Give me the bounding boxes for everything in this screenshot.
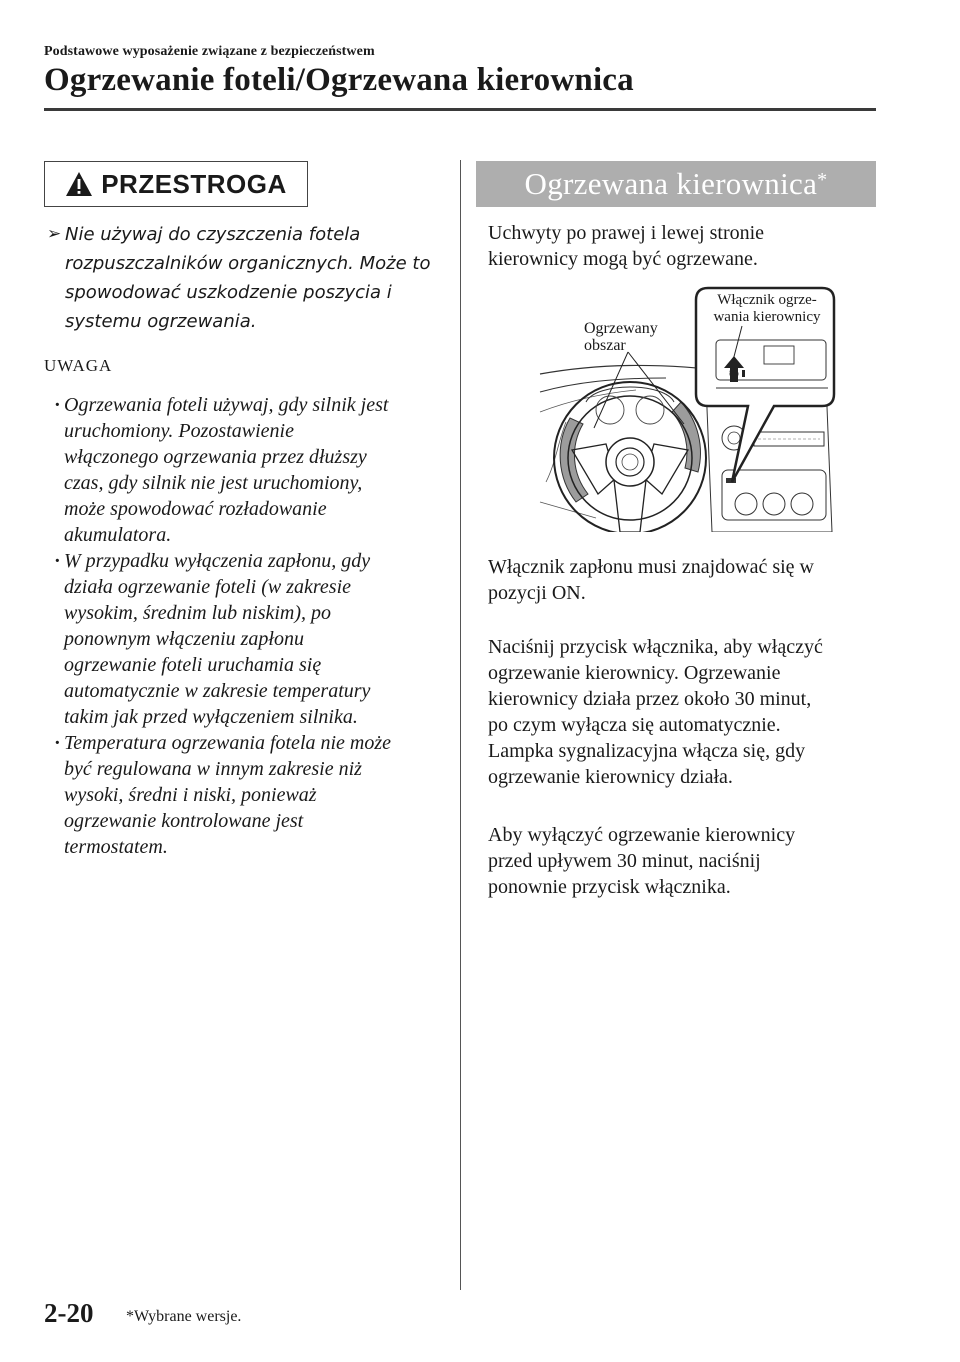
- turn-off-paragraph: [488, 822, 878, 900]
- column-divider: [460, 160, 461, 1290]
- note-line: wysoki, średni i niski, ponieważ: [64, 784, 317, 806]
- note-line: być regulowana w innym zakresie niż: [64, 758, 362, 780]
- note-line: Temperatura ogrzewania fotela nie może: [64, 732, 392, 754]
- figure-label-line: wania kierownicy: [713, 309, 821, 325]
- warning-triangle-icon: [65, 171, 93, 197]
- paragraph-line: Naciśnij przycisk włącznika, aby włączyć: [488, 636, 823, 658]
- caution-label: PRZESTROGA: [101, 168, 287, 199]
- caution-line: Nie używaj do czyszczenia fotela: [65, 224, 361, 245]
- caution-line: spowodować uszkodzenie poszycia i: [65, 282, 392, 303]
- title-rule: [44, 108, 876, 111]
- figure-label-line: obszar: [584, 337, 626, 354]
- note-line: może spowodować rozładowanie: [64, 498, 327, 520]
- breadcrumb: Podstawowe wyposażenie związane z bezpieczeństwem: [44, 44, 375, 59]
- optional-mark: *: [817, 168, 828, 191]
- ignition-paragraph: [488, 554, 878, 606]
- page-title: Ogrzewanie foteli/Ogrzewana kierownica: [44, 62, 634, 98]
- note-line: ponownym włączeniu zapłonu: [64, 628, 304, 650]
- caution-line: rozpuszczalników organicznych. Może to: [65, 253, 431, 274]
- paragraph-line: ogrzewanie kierownicy. Ogrzewanie: [488, 662, 781, 684]
- paragraph-line: po czym wyłącza się automatycznie.: [488, 714, 781, 736]
- note-line: czas, gdy silnik nie jest uruchomiony,: [64, 472, 363, 494]
- paragraph-line: Włącznik zapłonu musi znajdować się w: [488, 556, 814, 578]
- note-line: działa ogrzewanie foteli (w zakresie: [64, 576, 352, 598]
- footnote: *Wybrane wersje.: [126, 1308, 242, 1325]
- note-line: termostatem.: [64, 836, 168, 858]
- paragraph-line: ponownie przycisk włącznika.: [488, 876, 731, 898]
- caution-line: systemu ogrzewania.: [65, 311, 257, 332]
- paragraph-line: Lampka sygnalizacyjna włącza się, gdy: [488, 740, 806, 762]
- note-item: [44, 730, 444, 860]
- intro-line: Uchwyty po prawej i lewej stronie: [488, 222, 765, 244]
- note-line: włączonego ogrzewania przez dłuższy: [64, 446, 367, 468]
- figure-label-line: Ogrzewany: [584, 320, 658, 337]
- note-line: automatycznie w zakresie temperatury: [64, 680, 371, 702]
- note-line: ogrzewanie foteli uruchamia się: [64, 654, 322, 676]
- paragraph-line: Aby wyłączyć ogrzewanie kierownicy: [488, 824, 796, 846]
- section-title: Ogrzewana kierownica: [524, 166, 818, 201]
- note-line: takim jak przed wyłączeniem silnika.: [64, 706, 358, 728]
- note-line: uruchomiony. Pozostawienie: [64, 420, 294, 442]
- figure-label-heated-area: [584, 320, 658, 354]
- paragraph-line: kierownicy działa przez około 30 minut,: [488, 688, 812, 710]
- note-item: [44, 392, 444, 548]
- note-heading: UWAGA: [44, 356, 113, 375]
- figure-label-switch: [702, 292, 832, 326]
- intro-paragraph: [488, 220, 878, 272]
- note-item: [44, 548, 444, 730]
- dot-bullet-icon: ·: [54, 550, 61, 572]
- note-line: Ogrzewania foteli używaj, gdy silnik jest: [64, 394, 389, 416]
- paragraph-line: przed upływem 30 minut, naciśnij: [488, 850, 761, 872]
- intro-line: kierownicy mogą być ogrzewane.: [488, 248, 758, 270]
- note-line: W przypadku wyłączenia zapłonu, gdy: [64, 550, 371, 572]
- caution-box: [44, 161, 308, 207]
- page-number: 2-20: [44, 1298, 94, 1328]
- operation-paragraph: [488, 634, 878, 790]
- note-line: wysokim, średnim lub niskim), po: [64, 602, 332, 624]
- figure-label-line: Włącznik ogrze-: [717, 292, 817, 308]
- caution-item: [44, 220, 444, 336]
- dot-bullet-icon: ·: [54, 394, 61, 416]
- section-header: [476, 161, 876, 207]
- paragraph-line: ogrzewanie kierownicy działa.: [488, 766, 733, 788]
- steering-wheel-figure: [536, 282, 836, 532]
- dot-bullet-icon: ·: [54, 732, 61, 754]
- paragraph-line: pozycji ON.: [488, 582, 586, 604]
- note-list: [44, 392, 444, 860]
- note-line: akumulatora.: [64, 524, 172, 546]
- note-line: ogrzewanie kontrolowane jest: [64, 810, 304, 832]
- arrow-bullet-icon: ➢: [47, 224, 62, 244]
